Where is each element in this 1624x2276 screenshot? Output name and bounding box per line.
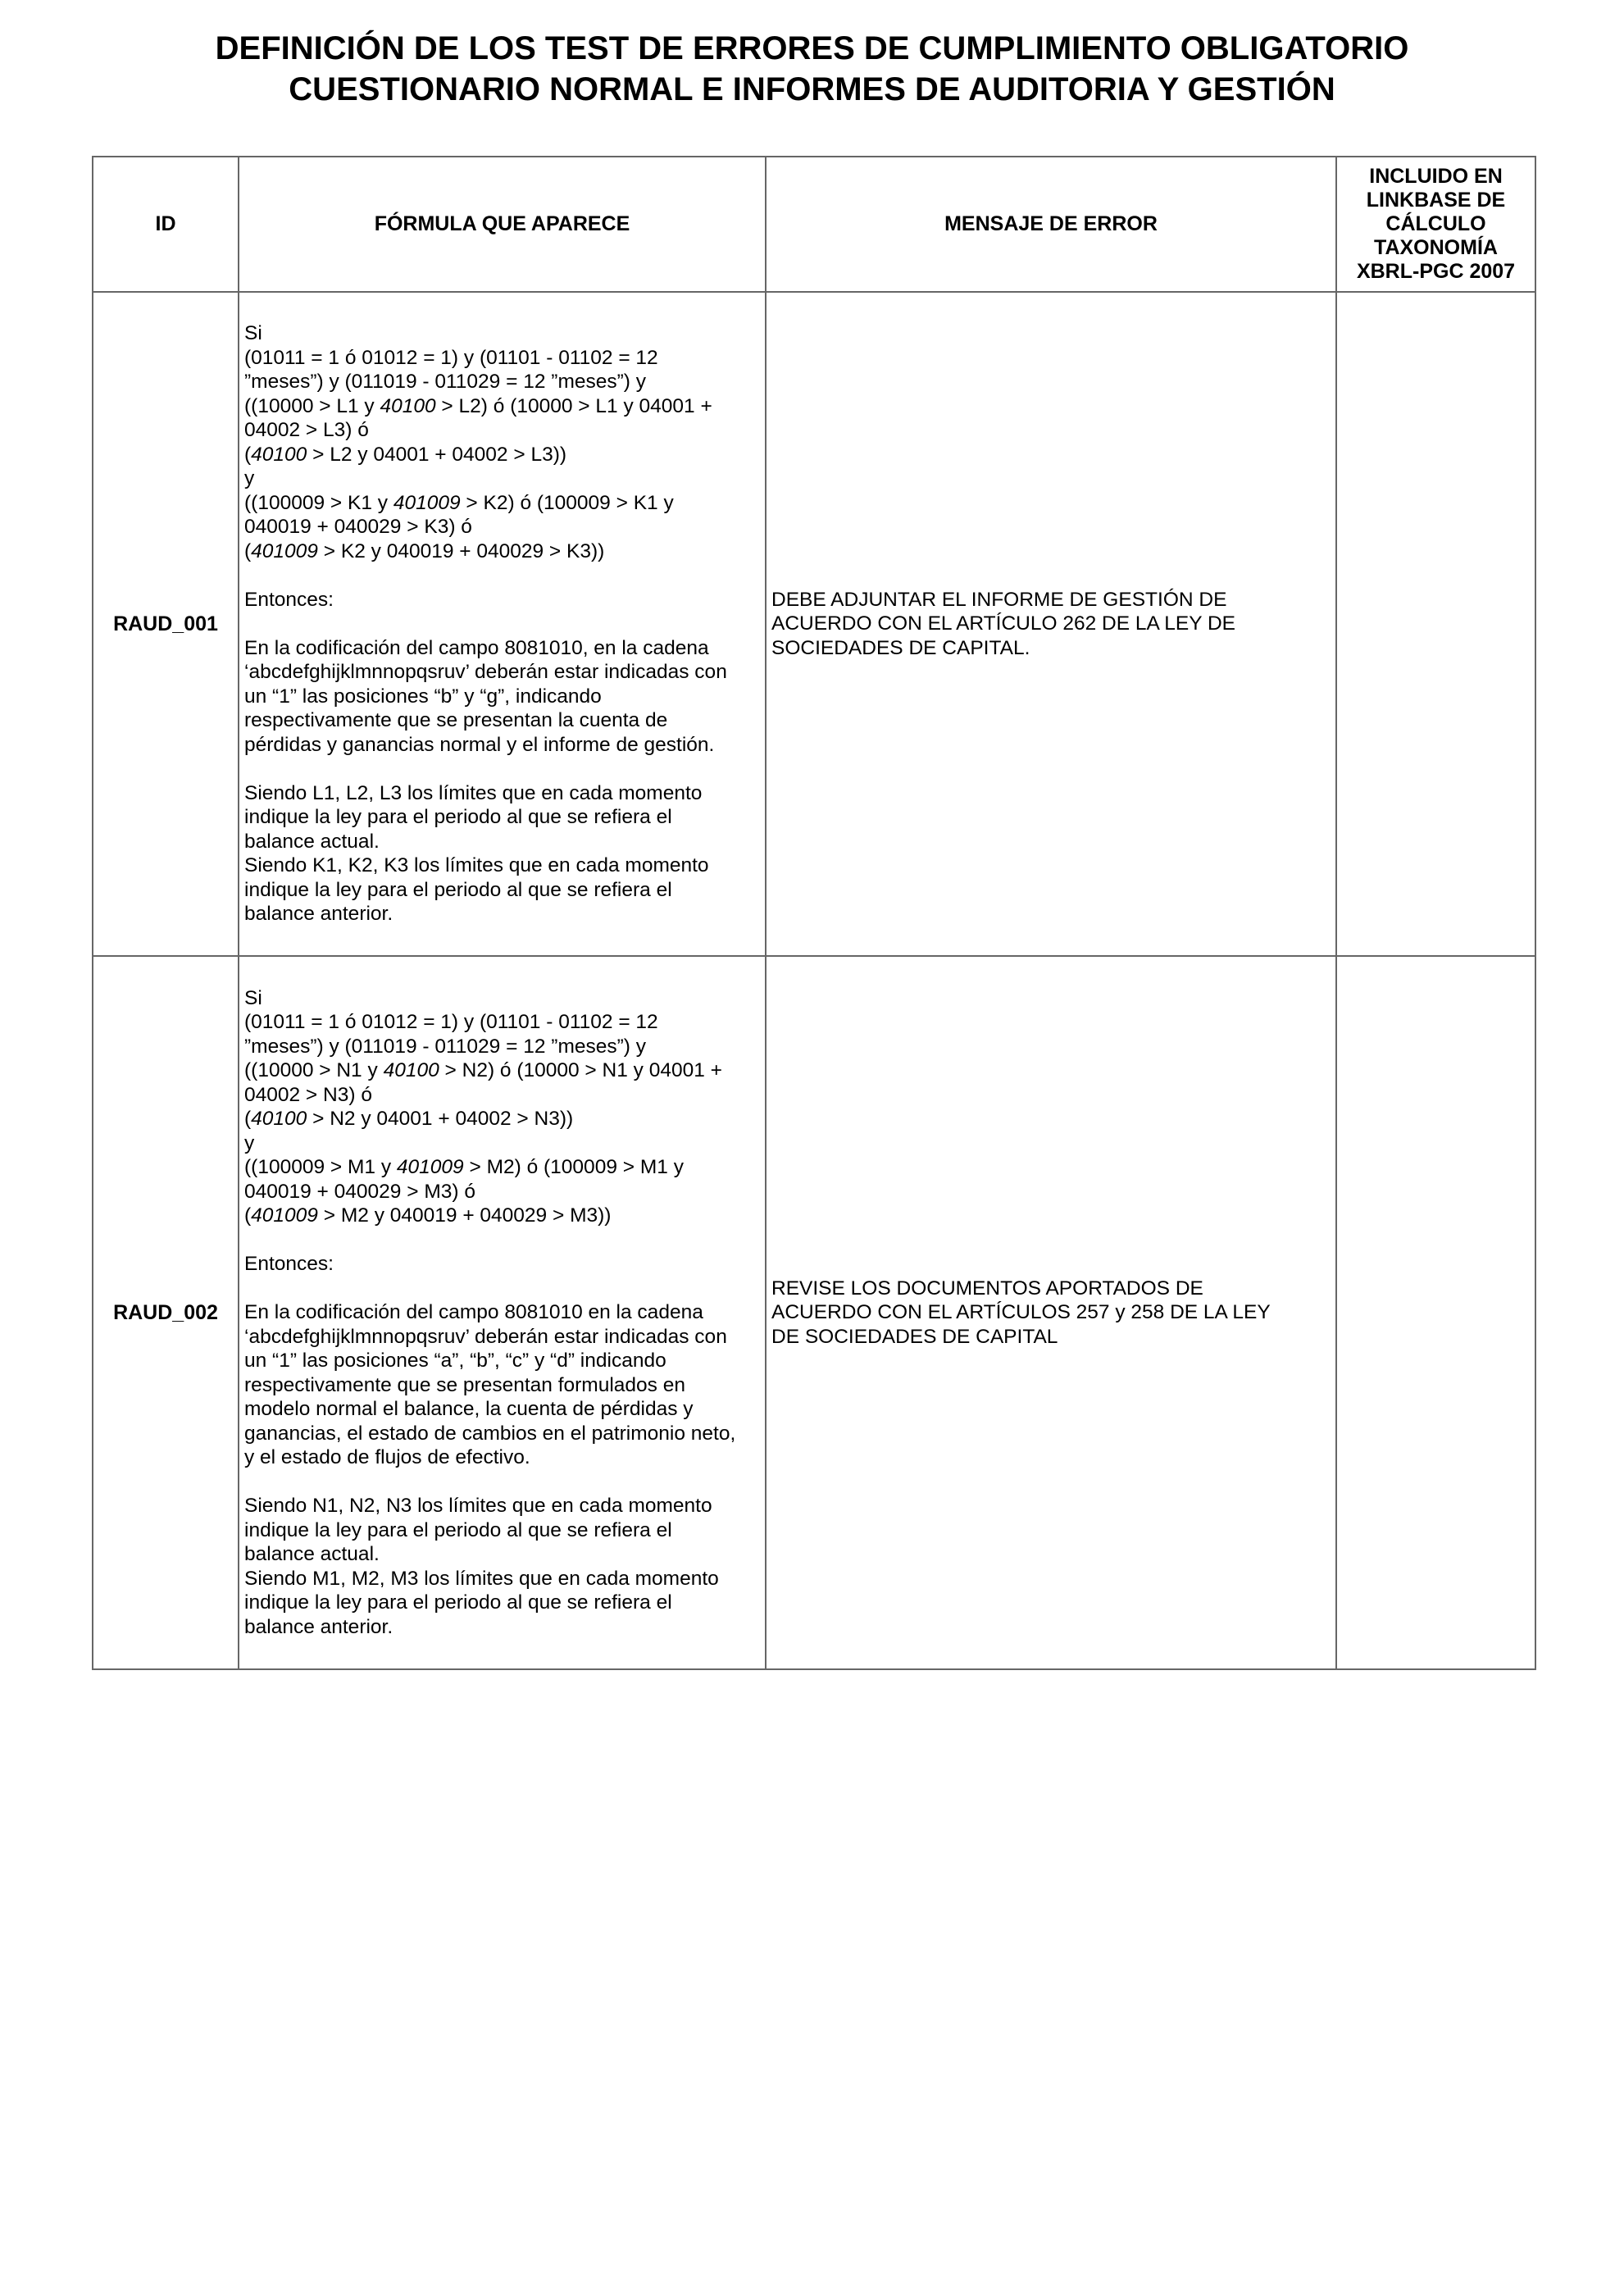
title-line-1: DEFINICIÓN DE LOS TEST DE ERRORES DE CUMPLIMIENTO OBLIGATORIO: [215, 30, 1409, 66]
formula-line: 040019 + 040029 > M3) ó: [244, 1180, 475, 1203]
formula-line: y: [244, 467, 255, 490]
formula-line: Siendo K1, K2, K3 los límites que en cada momento: [244, 854, 709, 877]
formula-line: Siendo M1, M2, M3 los límites que en cada momento: [244, 1567, 719, 1590]
formula-line: Siendo L1, L2, L3 los límites que en cada momento: [244, 781, 703, 804]
header-included-line: INCLUIDO EN: [1369, 165, 1503, 188]
header-id: ID: [93, 157, 239, 292]
formula-line: ”meses”) y (011019 - 011029 = 12 ”meses”) y: [244, 1035, 646, 1058]
error-tests-table: [92, 156, 1536, 1670]
test-id: RAUD_001: [93, 292, 239, 956]
formula-line: En la codificación del campo 8081010, en la cadena: [244, 636, 709, 659]
formula-line: [244, 1204, 757, 1228]
error-message-line: SOCIEDADES DE CAPITAL.: [771, 636, 1030, 659]
formula-line: (01011 = 1 ó 01012 = 1) y (01101 - 01102 = 12: [244, 346, 658, 369]
included-cell: [1336, 956, 1535, 1669]
formula-line: un “1” las posiciones “b” y “g”, indicando: [244, 685, 602, 708]
error-message-line: DE SOCIEDADES DE CAPITAL: [771, 1325, 1058, 1348]
formula-text: > M2) ó (100009 > M1 y: [463, 1156, 684, 1179]
formula-text: (: [244, 1108, 252, 1131]
formula-line: [244, 1155, 757, 1180]
error-message-line: DEBE ADJUNTAR EL INFORME DE GESTIÓN DE: [771, 588, 1227, 611]
formula-line: ”meses”) y (011019 - 011029 = 12 ”meses”) y: [244, 371, 646, 394]
formula-code-italic: 401009: [393, 491, 461, 514]
formula-line: (01011 = 1 ó 01012 = 1) y (01101 - 01102 = 12: [244, 1011, 658, 1034]
formula-code-italic: 401009: [251, 1204, 318, 1227]
table-row: [93, 956, 1535, 1669]
formula-text: ((10000 > L1 y: [244, 394, 380, 417]
formula-line: y el estado de flujos de efectivo.: [244, 1446, 530, 1469]
paragraph-gap: [244, 1277, 757, 1301]
formula-line: ganancias, el estado de cambios en el patrimonio neto,: [244, 1422, 736, 1445]
formula-line: En la codificación del campo 8081010 en la cadena: [244, 1301, 703, 1324]
formula-text: (: [244, 539, 252, 562]
header-included-line: CÁLCULO: [1385, 212, 1486, 235]
formula-line: indique la ley para el periodo al que se refiera el: [244, 1518, 672, 1541]
formula-line: Si: [244, 986, 262, 1009]
formula-line: pérdidas y ganancias normal y el informe de gestión.: [244, 733, 715, 756]
formula-text: ((100009 > K1 y: [244, 491, 393, 514]
formula-text: > L2) ó (10000 > L1 y 04001 +: [435, 394, 712, 417]
formula-line: 04002 > L3) ó: [244, 419, 369, 442]
title-line-2: CUESTIONARIO NORMAL E INFORMES DE AUDITORIA Y GESTIÓN: [289, 71, 1335, 107]
paragraph-gap: [244, 612, 757, 636]
test-id: RAUD_002: [93, 956, 239, 1669]
formula-line: y: [244, 1131, 255, 1154]
error-message-line: ACUERDO CON EL ARTÍCULO 262 DE LA LEY DE: [771, 612, 1235, 635]
formula-text: > N2 y 04001 + 04002 > N3)): [307, 1108, 574, 1131]
formula-text: > N2) ó (10000 > N1 y 04001 +: [439, 1059, 722, 1082]
formula-line: ‘abcdefghijklmnnopqsruv’ deberán estar indicadas con: [244, 661, 727, 684]
formula-line: ‘abcdefghijklmnnopqsruv’ deberán estar indicadas con: [244, 1325, 727, 1348]
formula-line: modelo normal el balance, la cuenta de pérdidas y: [244, 1398, 694, 1421]
header-formula: FÓRMULA QUE APARECE: [239, 157, 766, 292]
formula-line: [244, 539, 757, 564]
formula-text: (: [244, 443, 252, 466]
formula-text: > K2 y 040019 + 040029 > K3)): [317, 539, 605, 562]
paragraph-gap: [244, 563, 757, 588]
error-message-line: ACUERDO CON EL ARTÍCULOS 257 y 258 DE LA LEY: [771, 1301, 1271, 1324]
formula-code-italic: 40100: [251, 1108, 307, 1131]
header-message: MENSAJE DE ERROR: [766, 157, 1336, 292]
formula-line: [244, 443, 757, 467]
formula-line: [244, 491, 757, 516]
formula-code-italic: 401009: [396, 1156, 464, 1179]
formula-line: 04002 > N3) ó: [244, 1083, 372, 1106]
formula-line: balance anterior.: [244, 903, 393, 926]
formula-line: 040019 + 040029 > K3) ó: [244, 516, 472, 539]
formula-cell: [239, 292, 766, 956]
header-included-line: TAXONOMÍA: [1374, 236, 1498, 259]
formula-line: balance actual.: [244, 830, 380, 853]
formula-line: respectivamente que se presentan la cuenta de: [244, 709, 668, 732]
formula-code-italic: 401009: [251, 539, 318, 562]
paragraph-gap: [244, 757, 757, 781]
formula-line: balance anterior.: [244, 1615, 393, 1638]
paragraph-gap: [244, 1470, 757, 1495]
included-cell: [1336, 292, 1535, 956]
formula-line: Entonces:: [244, 588, 334, 611]
formula-code-italic: 40100: [251, 443, 307, 466]
paragraph-gap: [244, 1228, 757, 1253]
page-title: [0, 28, 1624, 110]
formula-line: respectivamente que se presentan formulados en: [244, 1373, 685, 1396]
formula-text: > K2) ó (100009 > K1 y: [460, 491, 674, 514]
formula-line: indique la ley para el periodo al que se refiera el: [244, 1591, 672, 1614]
formula-line: balance actual.: [244, 1543, 380, 1566]
header-included-line: XBRL-PGC 2007: [1356, 260, 1516, 283]
formula-line: Si: [244, 322, 262, 345]
formula-code-italic: 40100: [383, 1059, 439, 1082]
error-message-cell: [766, 292, 1336, 956]
formula-text: > M2 y 040019 + 040029 > M3)): [317, 1204, 612, 1227]
formula-text: ((10000 > N1 y: [244, 1059, 384, 1082]
formula-text: (: [244, 1204, 252, 1227]
formula-cell: [239, 956, 766, 1669]
formula-code-italic: 40100: [380, 394, 436, 417]
table-row: [93, 292, 1535, 956]
formula-text: > L2 y 04001 + 04002 > L3)): [307, 443, 567, 466]
header-included-line: LINKBASE DE: [1366, 189, 1506, 212]
formula-line: [244, 1107, 757, 1131]
table-header-row: [93, 157, 1535, 292]
formula-line: [244, 394, 757, 419]
formula-line: indique la ley para el periodo al que se refiera el: [244, 806, 672, 829]
formula-text: ((100009 > M1 y: [244, 1156, 397, 1179]
formula-line: un “1” las posiciones “a”, “b”, “c” y “d” indicando: [244, 1350, 666, 1372]
error-message-line: REVISE LOS DOCUMENTOS APORTADOS DE: [771, 1277, 1203, 1300]
error-message-cell: [766, 956, 1336, 1669]
formula-line: [244, 1058, 757, 1083]
formula-line: Entonces:: [244, 1253, 334, 1276]
formula-line: Siendo N1, N2, N3 los límites que en cada momento: [244, 1495, 712, 1518]
formula-line: indique la ley para el periodo al que se refiera el: [244, 878, 672, 901]
header-included: [1336, 157, 1535, 292]
